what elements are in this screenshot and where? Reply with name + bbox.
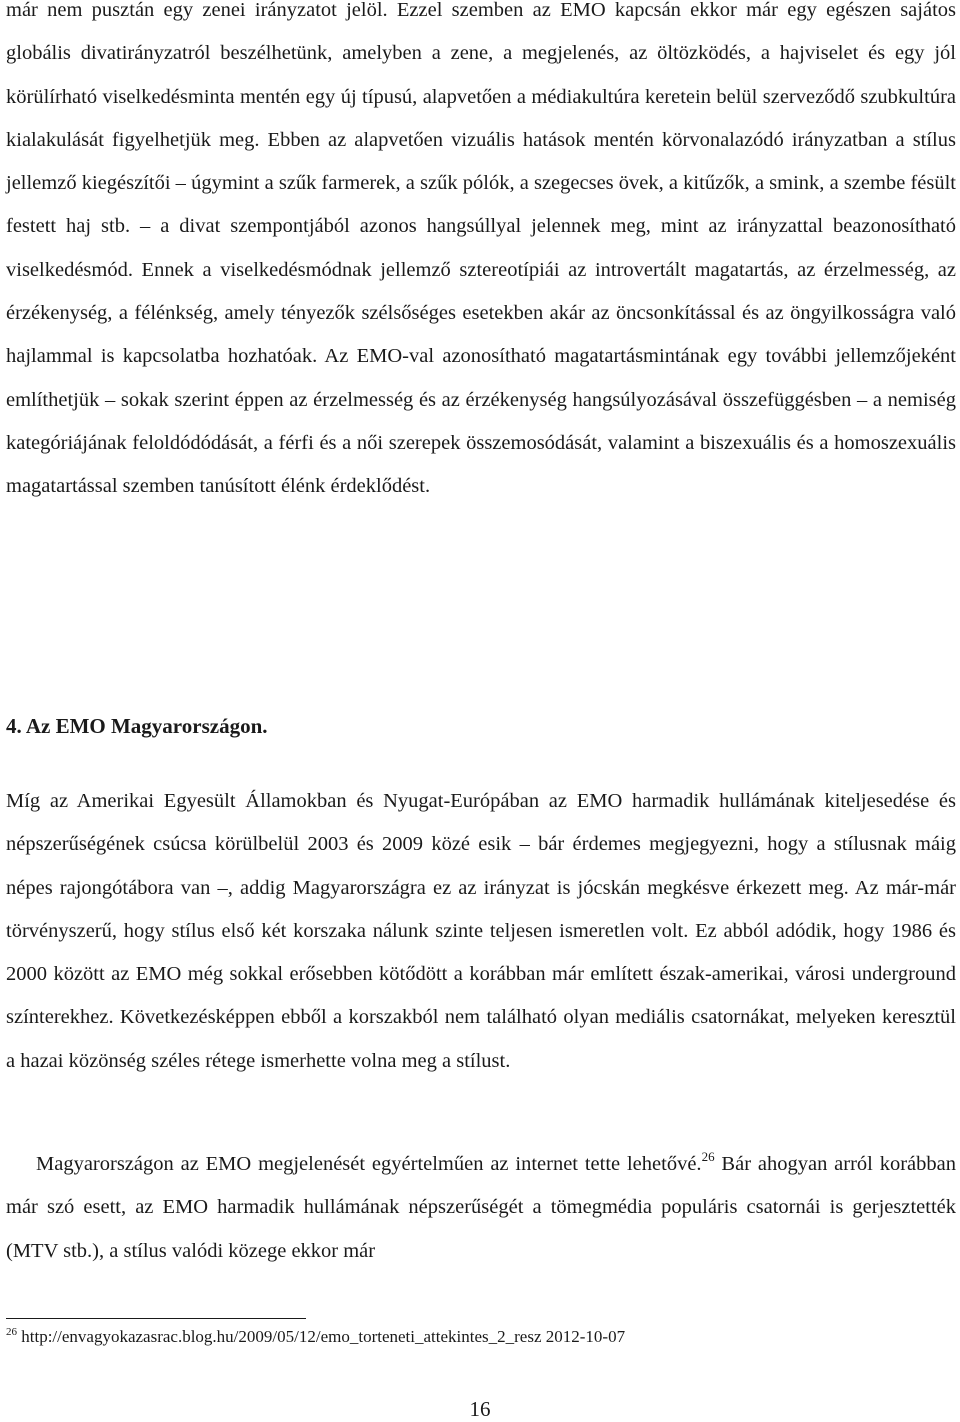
- footnote-number: 26: [6, 1326, 17, 1338]
- paragraph-text-end: Bár ahogyan arról korábban már szó esett, az EMO harmadik hullámának népszerűségét a tömegmédia populáris csatornái is gerjesztették (MTV stb.), a stílus valódi közege ekkor már: [6, 1153, 956, 1262]
- footnote-divider: [6, 1318, 306, 1319]
- footnote: [6, 1326, 625, 1348]
- paragraph-text-start: Magyarországon az EMO megjelenését egyértelműen az internet tette lehetővé.: [36, 1153, 702, 1175]
- page-number: 16: [469, 1397, 491, 1421]
- footnote-reference[interactable]: 26: [701, 1149, 715, 1164]
- paragraph-emo-arrival-hungary: Míg az Amerikai Egyesült Államokban és Nyugat-Európában az EMO harmadik hullámának kiteljesedése és népszerűségének csúcsa körülbelül 2003 és 2009 közé esik – bár érdemes megjegyezni, hogy a stílusnak máig népes rajongótábora van –, addig Magyarországra ez az irányzat is jócskán megkésve érkezett meg. Az már-már törvényszerű, hogy stílus első két korszaka nálunk szinte teljesen ismeretlen volt. Ez abból adódik, hogy 1986 és 2000 között az EMO még sokkal erősebben kötődött a korábban már említett észak-amerikai, városi underground színterekhez. Következésképpen ebből a korszakból nem található olyan mediális csatornákat, melyeken keresztül a hazai közönség széles rétege ismerhette volna meg a stílust.: [6, 790, 956, 1072]
- section-heading: 4. Az EMO Magyarországon.: [6, 714, 268, 738]
- footnote-text: http://envagyokazasrac.blog.hu/2009/05/12/emo_torteneti_attekintes_2_resz 2012-10-07: [17, 1327, 626, 1346]
- paragraph-emo-internet: [6, 1143, 956, 1273]
- paragraph-emo-fashion: már nem pusztán egy zenei irányzatot jelöl. Ezzel szemben az EMO kapcsán ekkor már egy egészen sajátos globális divatirányzatról beszélhetünk, amelyben a zene, a megjelenés, az öltözködés, a hajviselet és egy jól körülírható viselkedésminta mentén egy új típusú, alapvetően a médiakultúra keretein belül szerveződő szubkultúra kialakulását figyelhetjük meg. Ebben az alapvetően vizuális hatások mentén körvonalazódó irányzatban a stílus jellemző kiegészítői – úgymint a szűk farmerek, a szűk pólók, a szegecses övek, a kitűzők, a smink, a szembe fésült festett haj stb. – a divat szempontjából azonos hangsúllyal jelennek meg, mint az irányzattal beazonosítható viselkedésmód. Ennek a viselkedésmódnak jellemző sztereotípiái az introvertált magatartás, az érzelmesség, az érzékenység, a félénkség, amely tényezők szélsőséges esetekben akár az öncsonkítással és az öngyilkosságra való hajlammal is kapcsolatba hozhatóak. Az EMO-val azonosítható magatartásmintának egy további jellemzőjeként említhetjük – sokak szerint éppen az érzelmesség és az érzékenység hangsúlyozásával összefüggésben – a nemiség kategóriájának feloldódódását, a férfi és a női szerepek összemosódását, valamint a biszexuális és a homoszexuális magatartással szemben tanúsított élénk érdeklődést.: [6, 0, 956, 498]
